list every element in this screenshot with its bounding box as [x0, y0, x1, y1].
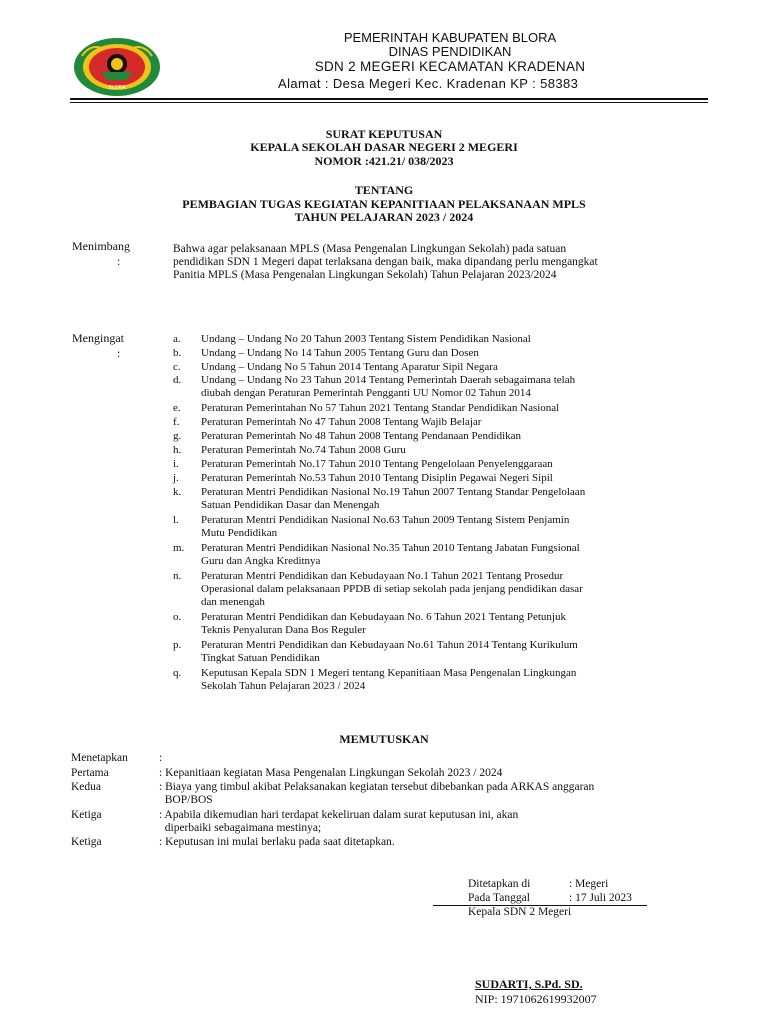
- mengingat-label: Mengingat: [72, 331, 124, 345]
- list-marker: f.: [173, 416, 180, 428]
- list-marker: c.: [173, 361, 181, 373]
- place-label: Ditetapkan di: [468, 878, 531, 890]
- decree-number: NOMOR :421.21/ 038/2023: [314, 154, 454, 168]
- list-marker: h.: [173, 444, 182, 456]
- decision-key: Ketiga: [71, 836, 102, 848]
- decision-key: Kedua: [71, 781, 102, 793]
- list-line: Satuan Pendidikan Dasar dan Menengah: [201, 499, 380, 511]
- header-rule-thin: [70, 102, 708, 103]
- signer-nip: NIP: 1971062619932007: [475, 992, 597, 1006]
- signer-name: SUDARTI, S.Pd. SD.: [475, 977, 583, 991]
- decision-line: : Keputusan ini mulai berlaku pada saat ditetapkan.: [159, 836, 395, 848]
- list-line: Peraturan Pemerintah No.53 Tahun 2010 Tentang Disiplin Pegawai Negeri Sipil: [201, 472, 553, 484]
- subject-heading: TENTANG: [354, 183, 414, 197]
- list-marker: g.: [173, 430, 182, 442]
- list-line: Peraturan Mentri Pendidikan dan Kebudayaan No. 6 Tahun 2021 Tentang Petunjuk: [201, 611, 566, 623]
- decision-line: BOP/BOS: [159, 794, 213, 806]
- list-line: Peraturan Mentri Pendidikan Nasional No.63 Tahun 2009 Tentang Sistem Penjamin: [201, 514, 570, 526]
- list-line: Undang – Undang No 14 Tahun 2005 Tentang Guru dan Dosen: [201, 347, 479, 359]
- list-line: Peraturan Mentri Pendidikan dan Kebudayaan No.1 Tahun 2021 Tentang Prosedur: [201, 570, 564, 582]
- subject-line-2: TAHUN PELAJARAN 2023 / 2024: [294, 210, 474, 224]
- list-line: Peraturan Pemerintah No.74 Tahun 2008 Guru: [201, 444, 406, 456]
- list-marker: d.: [173, 374, 182, 386]
- list-line: diubah dengan Peraturan Pemerintah Pengganti UU Nomor 02 Tahun 2014: [201, 387, 531, 399]
- decision-line: : Biaya yang timbul akibat Pelaksanakan kegiatan tersebut dibebankan pada ARKAS anggaran: [159, 781, 595, 793]
- place-value: : Megeri: [569, 878, 609, 890]
- list-marker: e.: [173, 402, 181, 414]
- decision-key: Pertama: [71, 767, 109, 779]
- list-line: Peraturan Pemerintah No 48 Tahun 2008 Tentang Pendanaan Pendidikan: [201, 430, 522, 442]
- list-line: Keputusan Kepala SDN 1 Megeri tentang Kepanitiaan Masa Pengenalan Lingkungan: [201, 667, 577, 679]
- decision-key: Menetapkan: [71, 752, 128, 764]
- decision-line: : Apabila dikemudian hari terdapat kekeliruan dalam surat keputusan ini, akan: [159, 809, 519, 821]
- list-marker: p.: [173, 639, 182, 651]
- list-line: Sekolah Tahun Pelajaran 2023 / 2024: [201, 680, 366, 692]
- svg-text:BLORA: BLORA: [108, 85, 126, 91]
- menimbang-label: Menimbang: [72, 239, 130, 253]
- letterhead-school: SDN 2 MEGERI KECAMATAN KRADENAN: [314, 59, 586, 74]
- list-marker: b.: [173, 347, 182, 359]
- list-line: Tingkat Satuan Pendidikan: [201, 652, 320, 664]
- list-marker: l.: [173, 514, 179, 526]
- list-marker: m.: [173, 542, 185, 554]
- list-marker: n.: [173, 570, 182, 582]
- blora-regency-logo: [72, 36, 162, 98]
- title-line-2: KEPALA SEKOLAH DASAR NEGERI 2 MEGERI: [250, 140, 518, 154]
- memutuskan-heading: MEMUTUSKAN: [339, 732, 429, 746]
- title-line-1: SURAT KEPUTUSAN: [325, 127, 443, 141]
- header-rule-thick: [70, 98, 708, 100]
- letterhead-agency: DINAS PENDIDIKAN: [388, 44, 512, 59]
- letterhead-government: PEMERINTAH KABUPATEN BLORA: [343, 30, 557, 45]
- mengingat-colon: :: [117, 346, 121, 360]
- list-marker: q.: [173, 667, 182, 679]
- list-line: Guru dan Angka Kreditnya: [201, 555, 321, 567]
- list-line: Peraturan Pemerintah No 47 Tahun 2008 Tentang Wajib Belajar: [201, 416, 482, 428]
- decision-line: :: [159, 752, 163, 764]
- list-marker: j.: [173, 472, 179, 484]
- list-line: Undang – Undang No 23 Tahun 2014 Tentang Pemerintah Daerah sebagaimana telah: [201, 374, 576, 386]
- list-line: Undang – Undang No 20 Tahun 2003 Tentang Sistem Pendidikan Nasional: [201, 333, 531, 345]
- decision-line: diperbaiki sebagaimana mestinya;: [159, 822, 322, 834]
- list-line: Peraturan Mentri Pendidikan Nasional No.19 Tahun 2007 Tentang Standar Pengelolaan: [201, 486, 586, 498]
- list-line: Operasional dalam pelaksanaan PPDB di setiap sekolah pada jenjang pendidikan dasar: [201, 583, 583, 595]
- decision-line: : Kepanitiaan kegiatan Masa Pengenalan Lingkungan Sekolah 2023 / 2024: [159, 767, 503, 779]
- subject-line-1: PEMBAGIAN TUGAS KEGIATAN KEPANITIAAN PELAKSANAAN MPLS: [182, 197, 586, 211]
- list-marker: k.: [173, 486, 182, 498]
- signer-position: Kepala SDN 2 Megeri: [468, 906, 572, 918]
- list-marker: o.: [173, 611, 182, 623]
- menimbang-colon: :: [117, 254, 121, 268]
- list-line: Undang – Undang No 5 Tahun 2014 Tentang Aparatur Sipil Negara: [201, 361, 498, 373]
- menimbang-line: Panitia MPLS (Masa Pengenalan Lingkungan Sekolah) Tahun Pelajaran 2023/2024: [173, 269, 557, 281]
- decision-key: Ketiga: [71, 809, 102, 821]
- list-line: dan menengah: [201, 596, 265, 608]
- date-label: Pada Tanggal: [468, 892, 530, 904]
- list-line: Peraturan Pemerintah No.17 Tahun 2010 Tentang Pengelolaan Penyelenggaraan: [201, 458, 553, 470]
- list-line: Peraturan Pemerintahan No 57 Tahun 2021 Tentang Standar Pendidikan Nasional: [201, 402, 560, 414]
- list-marker: i.: [173, 458, 179, 470]
- date-value: : 17 Juli 2023: [569, 892, 632, 904]
- list-line: Mutu Pendidikan: [201, 527, 278, 539]
- menimbang-line: pendidikan SDN 1 Megeri dapat terlaksana dengan baik, maka dipandang perlu mengangkat: [173, 256, 598, 268]
- list-line: Peraturan Mentri Pendidikan dan Kebudayaan No.61 Tahun 2014 Tentang Kurikulum: [201, 639, 578, 651]
- menimbang-line: Bahwa agar pelaksanaan MPLS (Masa Pengenalan Lingkungan Sekolah) pada satuan: [173, 243, 567, 255]
- list-marker: a.: [173, 333, 181, 345]
- letterhead-address: Alamat : Desa Megeri Kec. Kradenan KP : 58383: [278, 76, 579, 91]
- list-line: Teknis Penyaluran Dana Bos Reguler: [201, 624, 366, 636]
- menimbang-text: [173, 243, 713, 282]
- list-line: Peraturan Mentri Pendidikan Nasional No.35 Tahun 2010 Tentang Jabatan Fungsional: [201, 542, 580, 554]
